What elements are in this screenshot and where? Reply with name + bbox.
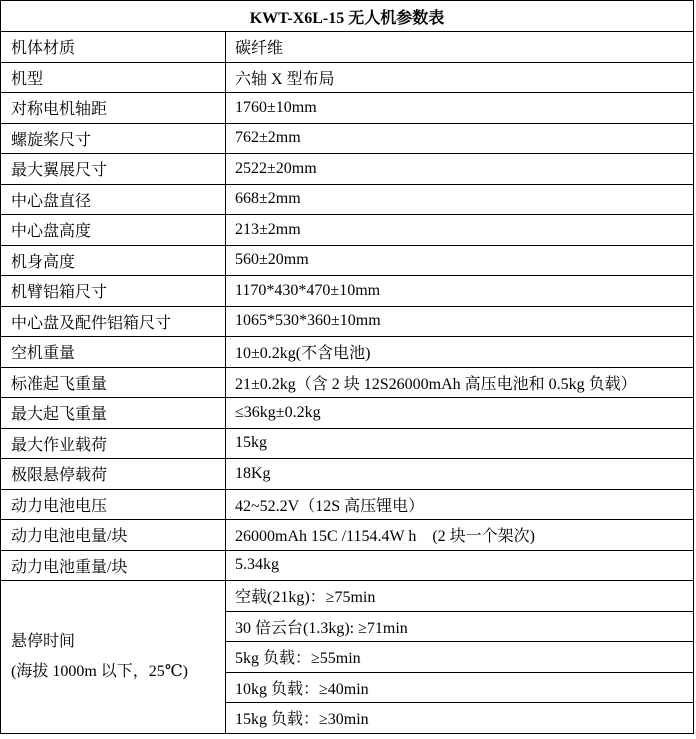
- hover-time-label: [1, 581, 226, 734]
- spec-value: 213±2mm: [226, 215, 694, 246]
- table-row: [1, 245, 694, 276]
- table-row: [1, 154, 694, 185]
- spec-label: 对称电机轴距: [1, 93, 226, 124]
- spec-label: 中心盘直径: [1, 184, 226, 215]
- spec-label: 机体材质: [1, 32, 226, 63]
- spec-value: 1170*430*470±10mm: [226, 276, 694, 307]
- table-row: [1, 489, 694, 520]
- hover-time-value: 15kg 负载：≥30min: [226, 703, 694, 734]
- spec-label: 空机重量: [1, 337, 226, 368]
- table-row: [1, 398, 694, 429]
- spec-value: 5.34kg: [226, 550, 694, 581]
- table-row: [1, 123, 694, 154]
- table-row: [1, 184, 694, 215]
- spec-value: 762±2mm: [226, 123, 694, 154]
- spec-value: ≤36kg±0.2kg: [226, 398, 694, 429]
- title-row: [1, 1, 694, 32]
- spec-value: 1065*530*360±10mm: [226, 306, 694, 337]
- spec-value: 18Kg: [226, 459, 694, 490]
- spec-value: 六轴 X 型布局: [226, 62, 694, 93]
- table-row: [1, 306, 694, 337]
- table-row: [1, 62, 694, 93]
- table-row: [1, 520, 694, 551]
- hover-time-value: 空载(21kg)：≥75min: [226, 581, 694, 612]
- table-row: [1, 581, 694, 612]
- spec-value: 15kg: [226, 428, 694, 459]
- spec-value: 1760±10mm: [226, 93, 694, 124]
- table-title: KWT-X6L-15 无人机参数表: [1, 1, 694, 32]
- table-row: [1, 459, 694, 490]
- table-row: [1, 32, 694, 63]
- hover-time-label-line2: (海拔 1000m 以下，25℃): [11, 662, 189, 680]
- spec-label: 最大起飞重量: [1, 398, 226, 429]
- table-row: [1, 550, 694, 581]
- spec-value: 10±0.2kg(不含电池): [226, 337, 694, 368]
- spec-value: 21±0.2kg（含 2 块 12S26000mAh 高压电池和 0.5kg 负载）: [226, 367, 694, 398]
- hover-time-section: [1, 581, 694, 734]
- spec-value: 42~52.2V（12S 高压锂电）: [226, 489, 694, 520]
- spec-label: 标准起飞重量: [1, 367, 226, 398]
- spec-value: 2522±20mm: [226, 154, 694, 185]
- hover-time-value: 30 倍云台(1.3kg): ≥71min: [226, 611, 694, 642]
- spec-label: 机身高度: [1, 245, 226, 276]
- spec-label: 动力电池重量/块: [1, 550, 226, 581]
- table-row: [1, 428, 694, 459]
- table-row: [1, 276, 694, 307]
- hover-time-value: 10kg 负载：≥40min: [226, 672, 694, 703]
- hover-time-value: 5kg 负载：≥55min: [226, 642, 694, 673]
- spec-rows: [1, 32, 694, 581]
- spec-value: 560±20mm: [226, 245, 694, 276]
- spec-label: 动力电池电量/块: [1, 520, 226, 551]
- table-row: [1, 367, 694, 398]
- hover-time-label-line1: 悬停时间: [11, 632, 76, 650]
- spec-label: 中心盘及配件铝箱尺寸: [1, 306, 226, 337]
- spec-label: 机臂铝箱尺寸: [1, 276, 226, 307]
- spec-label: 动力电池电压: [1, 489, 226, 520]
- spec-label: 最大作业载荷: [1, 428, 226, 459]
- table-row: [1, 215, 694, 246]
- spec-value: 碳纤维: [226, 32, 694, 63]
- spec-label: 极限悬停载荷: [1, 459, 226, 490]
- spec-label: 最大翼展尺寸: [1, 154, 226, 185]
- spec-value: 668±2mm: [226, 184, 694, 215]
- spec-value: 26000mAh 15C /1154.4W h (2 块一个架次): [226, 520, 694, 551]
- table-row: [1, 337, 694, 368]
- spec-label: 中心盘高度: [1, 215, 226, 246]
- spec-label: 螺旋桨尺寸: [1, 123, 226, 154]
- table-row: [1, 93, 694, 124]
- spec-label: 机型: [1, 62, 226, 93]
